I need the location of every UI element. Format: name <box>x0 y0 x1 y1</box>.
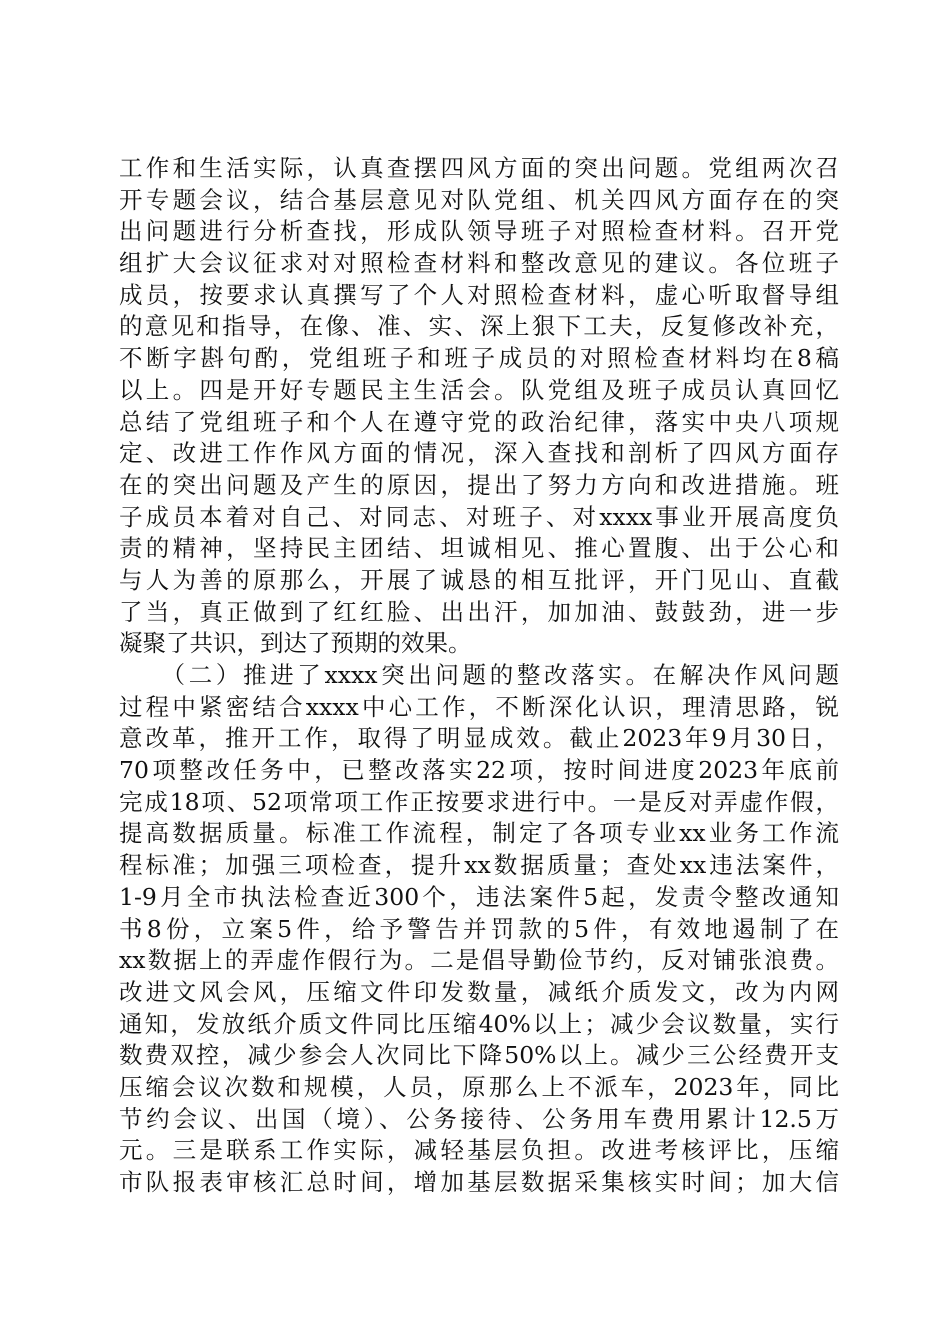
text-line: 市队报表审核汇总时间，增加基层数据采集核实时间；加大信 <box>119 1168 839 1196</box>
text-line: 不断字斟句酌，党组班子和班子成员的对照检查材料均在8稿 <box>119 344 839 373</box>
text-line: 程标准；加强三项检查，提升xx数据质量；查处xx违法案件， <box>119 851 839 880</box>
text-line: 组扩大会议征求对对照检查材料和整改意见的建议。各位班子 <box>119 249 839 278</box>
text-line: 节约会议、出国（境）、公务接待、公务用车费用累计12.5万 <box>119 1104 839 1133</box>
section-heading-line: （二）推进了xxxx突出问题的整改落实。在解决作风问题 <box>119 661 839 689</box>
text-line: 总结了党组班子和个人在遵守党的政治纪律，落实中央八项规 <box>119 407 839 436</box>
text-line: 压缩会议次数和规模，人员，原那么上不派车，2023年，同比 <box>119 1072 839 1101</box>
text-line: 的意见和指导，在像、准、实、深上狠下工夫，反复修改补充， <box>119 312 839 341</box>
text-line: 出问题进行分析查找，形成队领导班子对照检查材料。召开党 <box>119 217 839 246</box>
text-line: 以上。四是开好专题民主生活会。队党组及班子成员认真回忆 <box>119 375 839 404</box>
text-line: 定、改进工作作风方面的情况，深入查找和剖析了四风方面存 <box>119 439 839 468</box>
text-line: 了当，真正做到了红红脸、出出汗，加加油、鼓鼓劲，进一步 <box>119 597 839 626</box>
text-line: 1-9月全市执法检查近300个，违法案件5起，发责令整改通知 <box>119 882 839 911</box>
body-text <box>119 153 839 1199</box>
text-line: 数费双控，减少参会人次同比下降50%以上。减少三公经费开支 <box>119 1041 839 1070</box>
text-line: 成员，按要求认真撰写了个人对照检查材料，虚心听取督导组 <box>119 280 839 309</box>
text-line: 开专题会议，结合基层意见对队党组、机关四风方面存在的突 <box>119 185 839 214</box>
text-line: 元。三是联系工作实际，减轻基层负担。改进考核评比，压缩 <box>119 1136 839 1165</box>
text-line: 70项整改任务中，已整改落实22项，按时间进度2023年底前 <box>119 756 839 785</box>
text-line: 子成员本着对自己、对同志、对班子、对xxxx事业开展高度负 <box>119 502 839 531</box>
text-line: 完成18项、52项常项工作正按要求进行中。一是反对弄虚作假， <box>119 787 839 816</box>
text-line: 工作和生活实际，认真查摆四风方面的突出问题。党组两次召 <box>119 154 839 182</box>
text-line: 提高数据质量。标准工作流程，制定了各项专业xx业务工作流 <box>119 819 839 848</box>
text-line: 通知，发放纸介质文件同比压缩40%以上；减少会议数量，实行 <box>119 1009 839 1038</box>
text-line: 与人为善的原那么，开展了诚恳的相互批评，开门见山、直截 <box>119 565 839 594</box>
text-line: 书8份，立案5件，给予警告并罚款的5件，有效地遏制了在 <box>119 914 839 943</box>
text-line: 意改革，推开工作，取得了明显成效。截止2023年9月30日， <box>119 724 839 753</box>
text-line: 改进文风会风，压缩文件印发数量，减纸介质发文，改为内网 <box>119 977 839 1006</box>
text-line: 责的精神，坚持民主团结、坦诚相见、推心置腹、出于公心和 <box>119 534 839 563</box>
text-line: xx数据上的弄虚作假行为。二是倡导勤俭节约，反对铺张浪费。 <box>119 946 839 975</box>
text-line: 过程中紧密结合xxxx中心工作，不断深化认识，理清思路，锐 <box>119 692 839 721</box>
text-line: 凝聚了共识，到达了预期的效果。 <box>119 629 472 658</box>
text-line: 在的突出问题及产生的原因，提出了努力方向和改进措施。班 <box>119 470 839 499</box>
